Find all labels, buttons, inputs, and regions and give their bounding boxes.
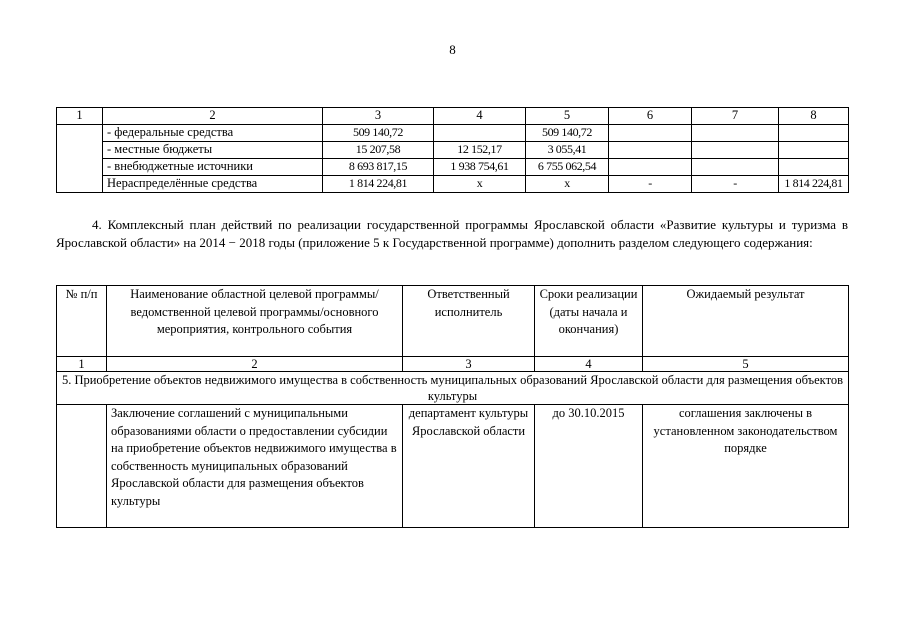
table-cell — [57, 142, 103, 159]
col-number: 2 — [107, 357, 403, 372]
col-4-header: 4 — [434, 108, 526, 125]
table-cell: - местные бюджеты — [103, 142, 323, 159]
col-5-header: 5 — [526, 108, 609, 125]
col-number: 1 — [57, 357, 107, 372]
funding-table-header — [57, 108, 849, 125]
col-3-header: 3 — [323, 108, 434, 125]
row-num — [57, 405, 107, 528]
section-title: 5. Приобретение объектов недвижимого имущества в собственность муниципальных образований Ярославской области для размещения объектов культуры — [57, 372, 849, 405]
table-cell — [57, 176, 103, 193]
row-executor: департамент культуры Ярославской области — [403, 405, 535, 528]
table-cell: 509 140,72 — [323, 125, 434, 142]
table-cell — [609, 142, 692, 159]
header-deadline: Сроки реализации (даты начала и окончания) — [535, 286, 643, 357]
col-8-header: 8 — [779, 108, 849, 125]
table-cell: 6 755 062,54 — [526, 159, 609, 176]
table-cell — [434, 125, 526, 142]
table-cell: 509 140,72 — [526, 125, 609, 142]
table-cell — [692, 159, 779, 176]
row-name: Заключение соглашений с муниципальными образованиями области о предоставлении субсидии на приобретение объектов недвижимого имущества в собственность муниципальных образований Ярославской области для размещения объектов культуры — [107, 405, 403, 528]
table-cell — [57, 125, 103, 142]
action-plan-table — [56, 285, 849, 528]
table-cell: - — [692, 176, 779, 193]
table-cell — [779, 125, 849, 142]
table-cell: х — [434, 176, 526, 193]
row-deadline: до 30.10.2015 — [535, 405, 643, 528]
table-row — [57, 142, 849, 159]
amendment-paragraph: 4. Комплексный план действий по реализации государственной программы Ярославской области «Развитие культуры и туризма в Ярославской области» на 2014 − 2018 годы (приложение 5 к Государственной программе) дополнить разделом следующего содержания: — [56, 217, 848, 250]
action-plan-header — [57, 286, 849, 357]
col-2-header: 2 — [103, 108, 323, 125]
table-cell — [779, 159, 849, 176]
table-row — [57, 405, 849, 528]
header-result: Ожидаемый результат — [643, 286, 849, 357]
col-number: 3 — [403, 357, 535, 372]
col-7-header: 7 — [692, 108, 779, 125]
table-cell: 15 207,58 — [323, 142, 434, 159]
page-number: 8 — [449, 42, 456, 57]
header-executor: Ответственный исполнитель — [403, 286, 535, 357]
col-number: 4 — [535, 357, 643, 372]
table-cell: Нераспределённые средства — [103, 176, 323, 193]
table-cell — [57, 159, 103, 176]
table-cell: 1 814 224,81 — [779, 176, 849, 193]
table-row — [57, 125, 849, 142]
table-cell: 12 152,17 — [434, 142, 526, 159]
table-row — [57, 159, 849, 176]
section-row — [57, 372, 849, 405]
column-numbers-row — [57, 357, 849, 372]
col-6-header: 6 — [609, 108, 692, 125]
table-cell — [779, 142, 849, 159]
table-cell — [692, 142, 779, 159]
table-cell: 1 938 754,61 — [434, 159, 526, 176]
col-number: 5 — [643, 357, 849, 372]
table-cell: 3 055,41 — [526, 142, 609, 159]
table-cell — [692, 125, 779, 142]
table-cell: х — [526, 176, 609, 193]
table-cell: 1 814 224,81 — [323, 176, 434, 193]
col-1-header: 1 — [57, 108, 103, 125]
table-row — [57, 176, 849, 193]
table-cell: - — [609, 176, 692, 193]
table-cell — [609, 125, 692, 142]
header-num: № п/п — [57, 286, 107, 357]
table-cell: 8 693 817,15 — [323, 159, 434, 176]
table-cell: - федеральные средства — [103, 125, 323, 142]
row-result: соглашения заключены в установленном законодательством порядке — [643, 405, 849, 528]
header-name: Наименование областной целевой программы/ведомственной целевой программы/основного мероприятия, контрольного события — [107, 286, 403, 357]
table-cell: - внебюджетные источники — [103, 159, 323, 176]
funding-table — [56, 107, 849, 193]
table-cell — [609, 159, 692, 176]
